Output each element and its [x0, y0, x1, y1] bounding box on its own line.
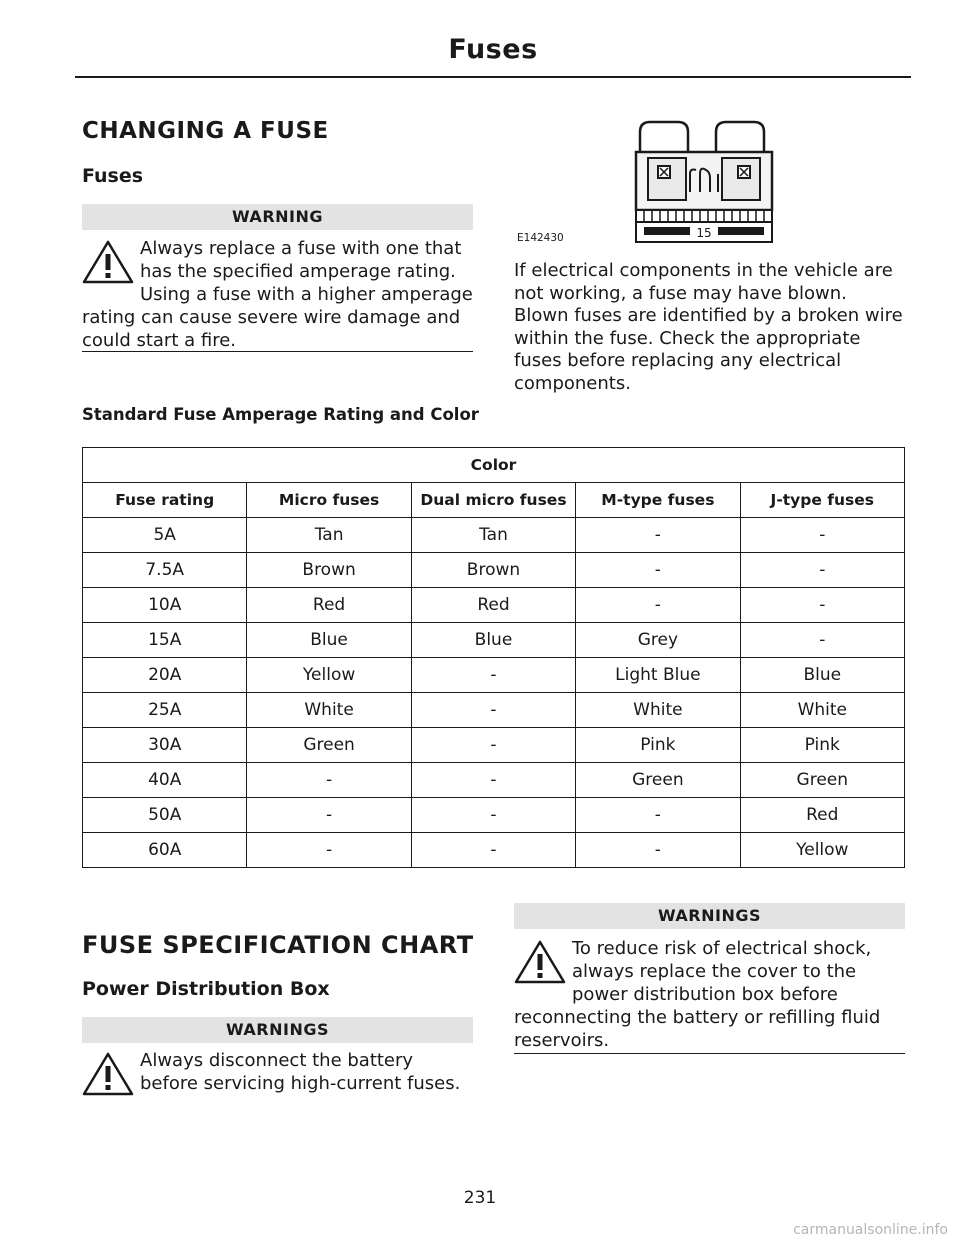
- table-cell: 10A: [83, 588, 247, 623]
- column-header: Dual micro fuses: [411, 483, 575, 518]
- table-cell: Blue: [740, 658, 904, 693]
- table-cell: White: [576, 693, 740, 728]
- table-row: [83, 623, 905, 658]
- fuse-rating-label: 15: [696, 226, 712, 240]
- table-row: [83, 833, 905, 868]
- table-cell: -: [576, 553, 740, 588]
- table-cell: Tan: [411, 518, 575, 553]
- table-cell: -: [411, 833, 575, 868]
- warning-block: [82, 237, 473, 352]
- warning-rule: [82, 351, 473, 352]
- column-header: M-type fuses: [576, 483, 740, 518]
- table-cell: -: [740, 623, 904, 658]
- column-header: Micro fuses: [247, 483, 411, 518]
- table-cell: White: [740, 693, 904, 728]
- spec-warning-block: [82, 1049, 473, 1099]
- table-cell: -: [247, 763, 411, 798]
- table-cell: -: [411, 763, 575, 798]
- table-cell: -: [411, 693, 575, 728]
- table-cell: -: [576, 588, 740, 623]
- figure-id: E142430: [517, 232, 564, 244]
- table-caption: Standard Fuse Amperage Rating and Color: [82, 405, 479, 424]
- table-cell: 7.5A: [83, 553, 247, 588]
- power-distribution-subheading: Power Distribution Box: [82, 978, 330, 1000]
- table-cell: 50A: [83, 798, 247, 833]
- warning-triangle-icon: [82, 239, 134, 285]
- page-number: 231: [463, 1188, 497, 1208]
- table-cell: -: [247, 798, 411, 833]
- right-warning-text: To reduce risk of electrical shock, always replace the cover to the power distribution box before reconnecting the battery or refilling fluid reservoirs.: [514, 938, 881, 1051]
- right-warnings-bar: WARNINGS: [514, 903, 905, 929]
- page-header: [75, 30, 911, 78]
- table-cell: -: [411, 798, 575, 833]
- page-title: Fuses: [448, 34, 538, 65]
- intro-paragraph: If electrical components in the vehicle are not working, a fuse may have blown. Blown fuses are identified by a broken wire within the fuse. Check the appropriate fuses before replacing any electrical components.: [514, 260, 903, 394]
- table-group-header-row: [83, 448, 905, 483]
- table-cell: Green: [247, 728, 411, 763]
- right-warning-block: [514, 937, 905, 1052]
- table-cell: -: [740, 553, 904, 588]
- table-cell: Light Blue: [576, 658, 740, 693]
- column-header: J-type fuses: [740, 483, 904, 518]
- table-cell: Blue: [247, 623, 411, 658]
- table-cell: Tan: [247, 518, 411, 553]
- table-cell: -: [576, 833, 740, 868]
- spec-warning-text: Always disconnect the battery before servicing high-current fuses.: [140, 1050, 461, 1094]
- table-cell: 60A: [83, 833, 247, 868]
- table-cell: 40A: [83, 763, 247, 798]
- table-row: [83, 588, 905, 623]
- table-cell: Red: [247, 588, 411, 623]
- table-row: [83, 728, 905, 763]
- table-cell: -: [411, 658, 575, 693]
- table-cell: -: [740, 588, 904, 623]
- table-cell: Pink: [740, 728, 904, 763]
- table-cell: -: [411, 728, 575, 763]
- warning-triangle-icon: [514, 939, 566, 985]
- column-header: Fuse rating: [83, 483, 247, 518]
- spec-chart-heading: FUSE SPECIFICATION CHART: [82, 931, 474, 959]
- table-cell: 20A: [83, 658, 247, 693]
- table-cell: Brown: [411, 553, 575, 588]
- table-header-row: [83, 483, 905, 518]
- table-cell: 5A: [83, 518, 247, 553]
- fuse-table: [82, 447, 905, 868]
- right-warning-rule: [514, 1053, 905, 1054]
- fuses-subheading: Fuses: [82, 165, 144, 187]
- table-cell: -: [576, 798, 740, 833]
- table-group-header: Color: [83, 448, 905, 483]
- warning-bar: WARNING: [82, 204, 473, 230]
- table-row: [83, 518, 905, 553]
- table-cell: Green: [740, 763, 904, 798]
- table-cell: Grey: [576, 623, 740, 658]
- watermark: carmanualsonline.info: [793, 1222, 948, 1238]
- spec-warnings-bar: WARNINGS: [82, 1017, 473, 1043]
- table-cell: Red: [740, 798, 904, 833]
- table-row: [83, 763, 905, 798]
- table-cell: 25A: [83, 693, 247, 728]
- table-cell: Red: [411, 588, 575, 623]
- table-cell: Yellow: [740, 833, 904, 868]
- table-cell: 15A: [83, 623, 247, 658]
- fuse-illustration: [586, 116, 886, 246]
- warning-text: Always replace a fuse with one that has the specified amperage rating. Using a fuse with a higher amperage rating can cause severe wire damage and could start a fire.: [82, 238, 473, 351]
- table-cell: -: [576, 518, 740, 553]
- warning-triangle-icon: [82, 1051, 134, 1097]
- table-row: [83, 658, 905, 693]
- table-cell: Brown: [247, 553, 411, 588]
- table-cell: Blue: [411, 623, 575, 658]
- table-cell: 30A: [83, 728, 247, 763]
- table-cell: -: [247, 833, 411, 868]
- table-cell: -: [740, 518, 904, 553]
- table-row: [83, 798, 905, 833]
- changing-fuse-heading: CHANGING A FUSE: [82, 118, 329, 144]
- table-cell: Green: [576, 763, 740, 798]
- table-cell: White: [247, 693, 411, 728]
- table-row: [83, 693, 905, 728]
- table-cell: Pink: [576, 728, 740, 763]
- table-row: [83, 553, 905, 588]
- table-cell: Yellow: [247, 658, 411, 693]
